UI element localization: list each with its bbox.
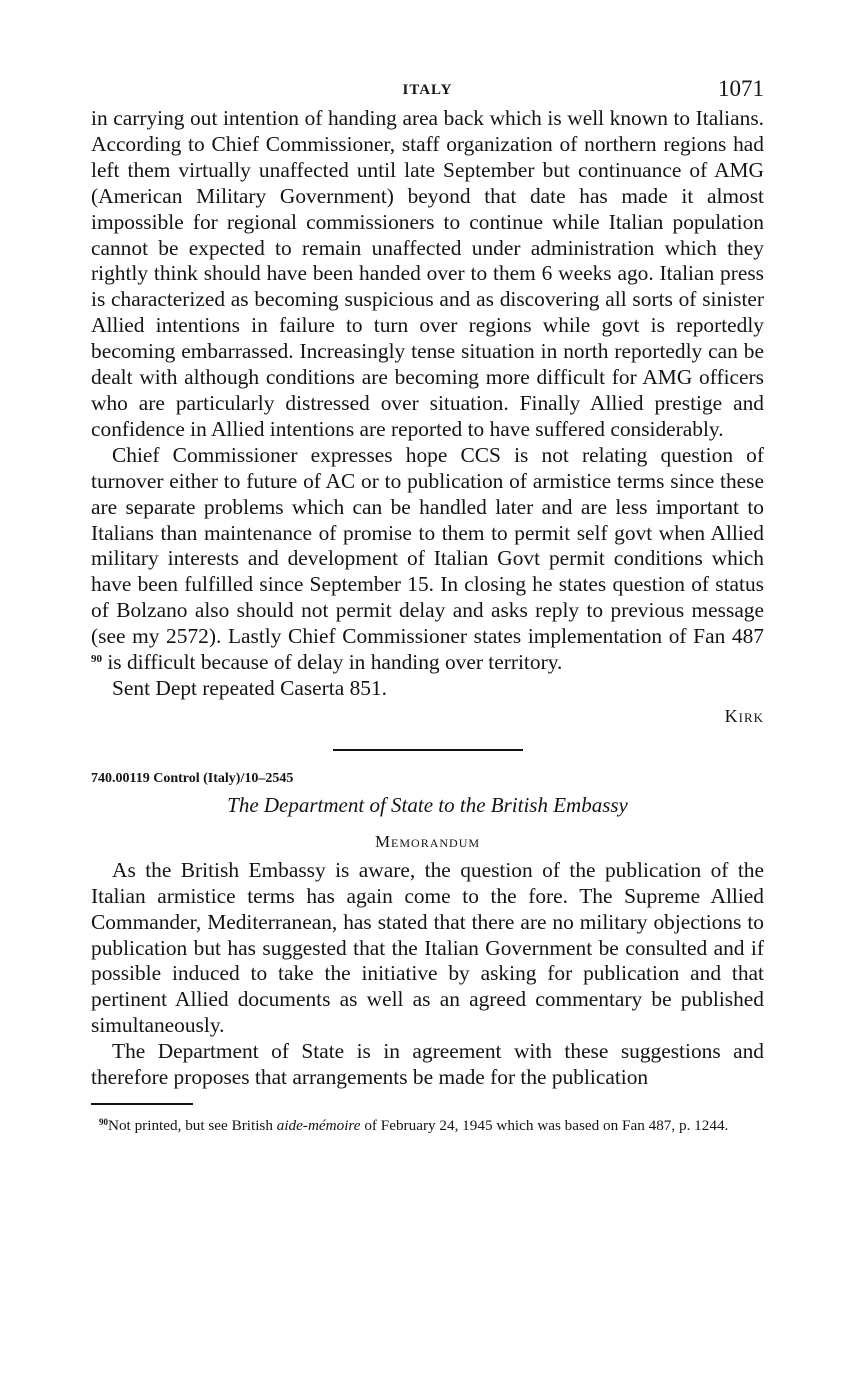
document-page (91, 76, 764, 1135)
letter-paragraph-3: Sent Dept repeated Caserta 851. (112, 675, 388, 700)
page-number: 1071 (718, 76, 764, 101)
footnote-reference: 90 (91, 653, 102, 666)
file-reference: 740.00119 Control (Italy)/10–2545 (91, 770, 294, 786)
document-type: Memorandum (374, 831, 481, 851)
memorandum-paragraph-1: As the British Embassy is aware, the question of the publication of the Italian armistice terms has again come to the fore. The Supreme Allied Commander, Mediterranean, has stated that there are no military objections to publication but has suggested that the Italian Government be consulted and if possible induced to take the initiative by asking for publication and that pertinent Allied documents as well as an agreed commentary be published simultaneously. (91, 857, 764, 1038)
letter-paragraph-2-text: Chief Commissioner expresses hope CCS is not relating question of turnover either to future of AC or to publication of armistice terms since these are separate problems which can be handled later and are less important to Italians than maintenance of promise to them to permit self govt when Allied military interests and development of Italian Govt permit conditions which have been fulfilled since September 15. In closing he states question of status of Bolzano also should not permit delay and asks reply to previous message (see my 2572). Lastly Chief Commissioner states implementation of Fan 487 (91, 442, 764, 649)
footnote-text-before: Not printed, but see British (108, 1117, 277, 1134)
document-title: The Department of State to the British Embassy (227, 792, 628, 817)
footnote-text-after: of February 24, 1945 which was based on Fan 487, p. 1244. (360, 1117, 729, 1134)
letter-paragraph-1: in carrying out intention of handing area back which is well known to Italians. According to Chief Commissioner, staff organization of northern regions had left them virtually unaffected until late September but continuance of AMG (American Military Government) beyond that date has made it almost impossible for regional commissioners to continue while Italian population cannot be expected to remain unaffected under administration which they rightly think should have been handed over to them 6 weeks ago. Italian press is characterized as becoming suspicious and as discovering all sorts of sinister Allied intentions in failure to turn over regions while govt is reportedly becoming embarrassed. Increasingly tense situation in north reportedly can be dealt with although conditions are becoming more difficult for AMG officers who are particularly distressed over situation. Finally Allied prestige and confidence in Allied intentions are reported to have suffered considerably. (91, 106, 764, 441)
footnote-divider (91, 1103, 193, 1105)
running-header (91, 76, 764, 106)
footnote-text-italic: aide-mémoire (276, 1117, 361, 1134)
signature: Kirk (724, 705, 764, 726)
running-title: ITALY (402, 82, 453, 98)
letter-paragraph-2 (91, 443, 764, 676)
memorandum-paragraph-2: The Department of State is in agreement with these suggestions and therefore proposes that arrangements be made for the publication (91, 1039, 764, 1090)
footnote (91, 1117, 764, 1135)
footnote-marker: 90 (99, 1117, 108, 1127)
section-divider (333, 749, 523, 751)
letter-paragraph-2-end: is difficult because of delay in handing over territory. (102, 650, 563, 675)
